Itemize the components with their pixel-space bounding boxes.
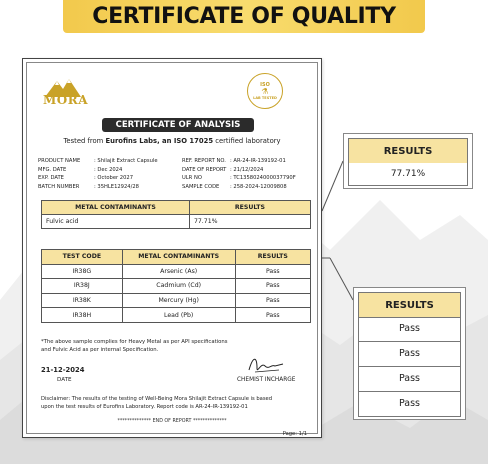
lab-flask-icon: ⚗	[261, 87, 269, 96]
iso-seal-sub: LAB TESTED	[253, 96, 277, 100]
report-metadata	[182, 157, 317, 191]
meta-row: ULR NO : TC1358024000037790F	[182, 175, 296, 182]
metals-results-callout	[353, 287, 466, 420]
table-cell: IR38G	[42, 264, 123, 279]
table-cell: IR38J	[42, 279, 123, 294]
end-of-report: ************** END OF REPORT **************	[117, 419, 227, 424]
table-cell: Fulvic acid	[42, 215, 190, 229]
column-header: TEST CODE	[42, 250, 123, 265]
fulvic-results-callout	[343, 133, 473, 189]
table-cell: Cadmium (Cd)	[122, 279, 235, 294]
certificate-of-analysis-document	[22, 58, 322, 438]
report-date-value: 21-12-2024	[41, 366, 85, 374]
product-metadata	[38, 157, 188, 191]
table-row	[42, 293, 311, 308]
callout-header: RESULTS	[358, 292, 461, 318]
callout-header: RESULTS	[348, 138, 468, 164]
page-number: Page: 1/1	[282, 431, 307, 437]
meta-row: DATE OF REPORT : 21/12/2024	[182, 166, 264, 173]
table-cell: Pass	[235, 308, 310, 323]
tested-prefix: Tested from	[63, 137, 106, 145]
callout-value: 77.71%	[348, 163, 468, 186]
chemist-signature-icon	[245, 354, 285, 376]
meta-row: REF. REPORT NO. : AR-24-IR-139192-01	[182, 158, 286, 164]
column-header: RESULTS	[235, 250, 310, 265]
column-header: METAL CONTAMINANTS	[122, 250, 235, 265]
meta-row: SAMPLE CODE : 258-2024-12009808	[182, 183, 287, 190]
certificate-of-quality-banner	[63, 0, 425, 33]
disclaimer-line: Disclaimer: The results of the testing of Well-Being Mora Shilajit Extract Capsule is based	[41, 396, 273, 402]
banner-title: CERTIFICATE OF QUALITY	[92, 4, 396, 29]
callout-row: Pass	[358, 342, 461, 367]
heavy-metals-table	[41, 249, 311, 323]
table-row	[42, 279, 311, 294]
report-date-label: DATE	[57, 377, 72, 383]
meta-row: MFG. DATE : Dec 2024	[38, 166, 123, 173]
iso-seal-label: ISO	[260, 82, 270, 88]
table-cell: Arsenic (As)	[122, 264, 235, 279]
table-row	[42, 264, 311, 279]
table-cell: Lead (Pb)	[122, 308, 235, 323]
table-cell: IR38H	[42, 308, 123, 323]
table-cell: Pass	[235, 279, 310, 294]
meta-row: BATCH NUMBER : 35HLE12924/28	[38, 183, 139, 190]
table-cell: 77.71%	[189, 215, 310, 229]
table-cell: Mercury (Hg)	[122, 293, 235, 308]
note-line: *The above sample complies for Heavy Metal as per API specifications	[41, 339, 228, 345]
compliance-note	[41, 339, 309, 354]
column-header: RESULTS	[189, 201, 310, 215]
callout-row: Pass	[358, 392, 461, 417]
meta-row: PRODUCT NAME : Shilajit Extract Capsule	[38, 158, 158, 164]
table-header-row	[42, 201, 311, 215]
note-line: and Fulvic Acid as per internal Specification.	[41, 346, 159, 353]
table-cell: Pass	[235, 264, 310, 279]
callout-row: Pass	[358, 317, 461, 342]
logo-text: MORA	[43, 93, 89, 107]
fulvic-acid-table	[41, 200, 311, 229]
table-row	[42, 308, 311, 323]
table-cell: Pass	[235, 293, 310, 308]
callout-row: Pass	[358, 367, 461, 392]
column-header: METAL CONTAMINANTS	[42, 201, 190, 215]
chemist-incharge-label: CHEMIST INCHARGE	[237, 377, 296, 383]
certificate-inner-border	[26, 62, 318, 437]
coa-title: CERTIFICATE OF ANALYSIS	[102, 118, 254, 132]
callout-rows	[358, 317, 461, 417]
table-row	[42, 215, 311, 229]
table-header-row	[42, 250, 311, 265]
meta-row: EXP. DATE : October 2027	[38, 175, 134, 182]
disclaimer-text	[41, 396, 313, 411]
iso-lab-tested-seal-icon	[247, 73, 283, 109]
table-cell: IR38K	[42, 293, 123, 308]
tested-from-line	[27, 137, 317, 145]
tested-suffix: certified laboratory	[213, 137, 281, 145]
tested-lab: Eurofins Labs, an ISO 17025	[105, 137, 214, 145]
disclaimer-line: upon the test results of Eurofins Laboratory. Report code is AR-24-IR-139192-01	[41, 403, 248, 410]
